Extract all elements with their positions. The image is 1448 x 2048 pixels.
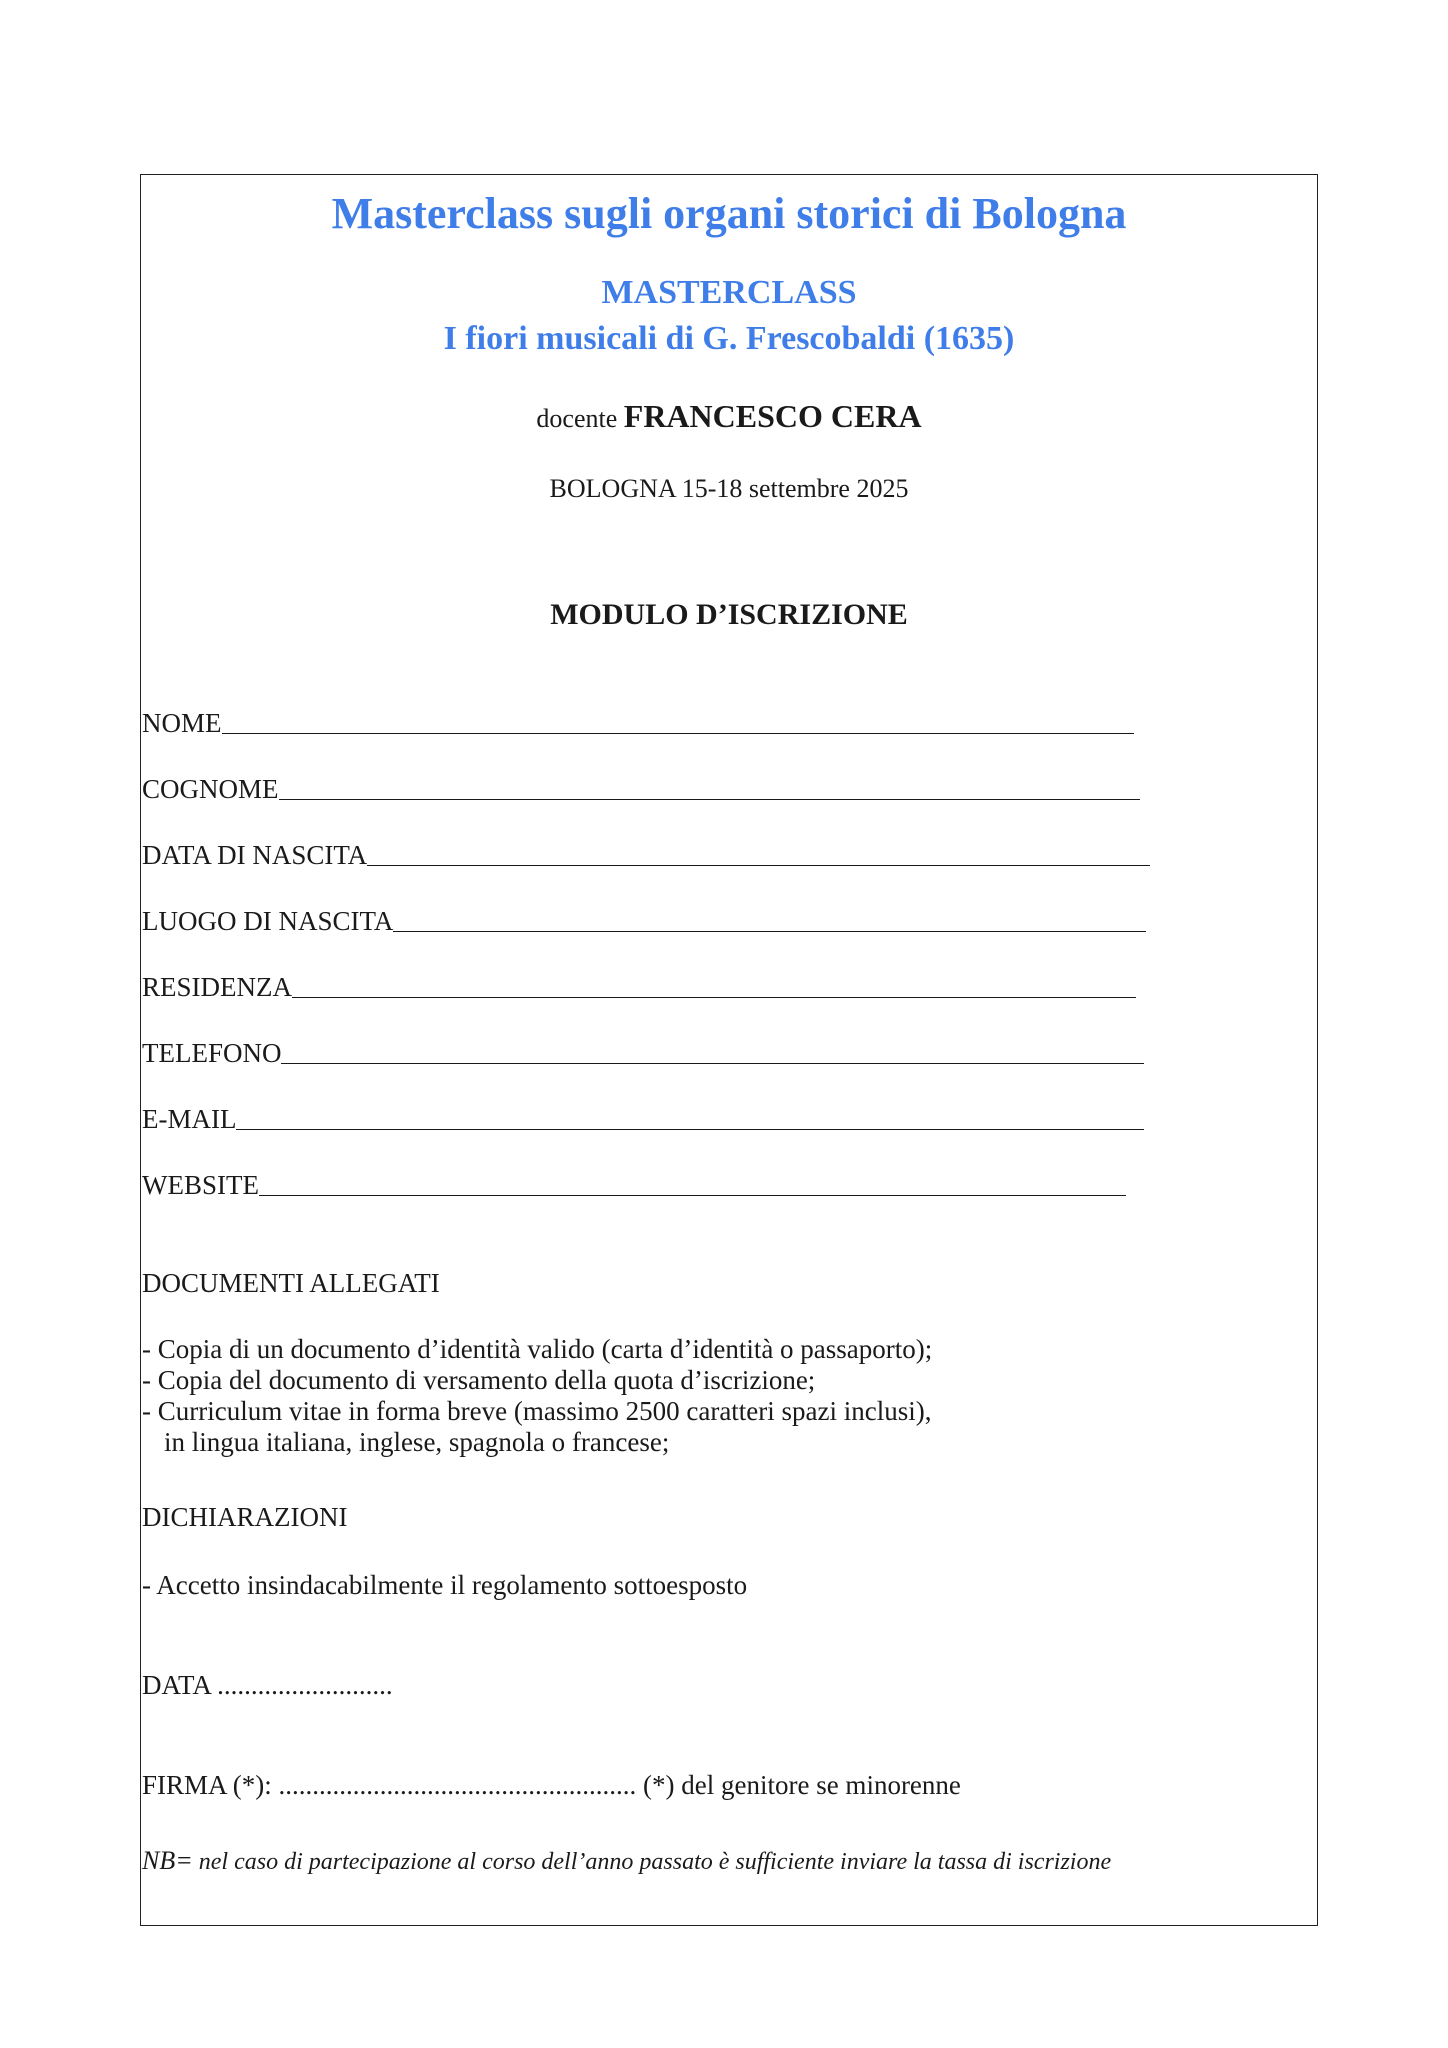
field-website[interactable] bbox=[142, 1164, 1126, 1200]
teacher-name: FRANCESCO CERA bbox=[623, 398, 922, 434]
field-underline[interactable] bbox=[222, 732, 1135, 734]
documents-item: in lingua italiana, inglese, spagnola o francese; bbox=[164, 1427, 670, 1457]
footnote-text: nel caso di partecipazione al corso dell’anno passato è sufficiente inviare la tassa di iscrizione bbox=[192, 1849, 1112, 1875]
footnote-prefix: NB= bbox=[142, 1846, 193, 1875]
declarations-item: - Accetto insindacabilmente il regolamento sottoesposto bbox=[142, 1570, 748, 1600]
documents-heading: DOCUMENTI ALLEGATI bbox=[142, 1268, 440, 1298]
field-luogo-di-nascita[interactable] bbox=[142, 900, 1146, 936]
field-data-di-nascita[interactable] bbox=[142, 834, 1150, 870]
field-residenza[interactable] bbox=[142, 966, 1136, 1002]
documents-item: - Copia del documento di versamento della quota d’iscrizione; bbox=[142, 1365, 816, 1395]
field-label: E-MAIL bbox=[142, 1104, 237, 1134]
field-telefono[interactable] bbox=[142, 1032, 1144, 1068]
field-underline[interactable] bbox=[292, 996, 1136, 998]
signature-line[interactable]: FIRMA (*): ..................................................... (*) del genitore se minorenne bbox=[142, 1770, 961, 1800]
field-label: LUOGO DI NASCITA bbox=[142, 906, 394, 936]
documents-item: - Curriculum vitae in forma breve (massimo 2500 caratteri spazi inclusi), bbox=[142, 1396, 932, 1426]
field-cognome[interactable] bbox=[142, 768, 1140, 804]
field-label: TELEFONO bbox=[142, 1038, 282, 1068]
footnote bbox=[142, 1846, 1111, 1876]
field-email[interactable] bbox=[142, 1098, 1144, 1134]
declarations-heading: DICHIARAZIONI bbox=[142, 1502, 348, 1532]
form-title: MODULO D’ISCRIZIONE bbox=[550, 598, 908, 631]
field-label: COGNOME bbox=[142, 774, 279, 804]
field-underline[interactable] bbox=[367, 864, 1150, 866]
page-title: Masterclass sugli organi storici di Bologna bbox=[331, 189, 1127, 238]
field-underline[interactable] bbox=[236, 1128, 1144, 1130]
field-label: DATA DI NASCITA bbox=[142, 840, 368, 870]
masterclass-subtitle: I fiori musicali di G. Frescobaldi (1635) bbox=[443, 320, 1015, 357]
field-underline[interactable] bbox=[281, 1062, 1144, 1064]
field-underline[interactable] bbox=[279, 798, 1140, 800]
field-label: WEBSITE bbox=[142, 1170, 259, 1200]
field-underline[interactable] bbox=[393, 930, 1146, 932]
field-label: RESIDENZA bbox=[142, 972, 292, 1002]
date-line[interactable]: DATA .......................... bbox=[142, 1670, 393, 1700]
documents-item: - Copia di un documento d’identità valido (carta d’identità o passaporto); bbox=[142, 1334, 933, 1364]
masterclass-label: MASTERCLASS bbox=[601, 274, 857, 311]
field-underline[interactable] bbox=[259, 1194, 1126, 1196]
teacher-prefix: docente bbox=[536, 404, 618, 433]
place-date: BOLOGNA 15-18 settembre 2025 bbox=[549, 474, 909, 503]
field-label: NOME bbox=[142, 708, 222, 738]
field-nome[interactable] bbox=[142, 702, 1134, 738]
teacher-line bbox=[140, 398, 1318, 435]
